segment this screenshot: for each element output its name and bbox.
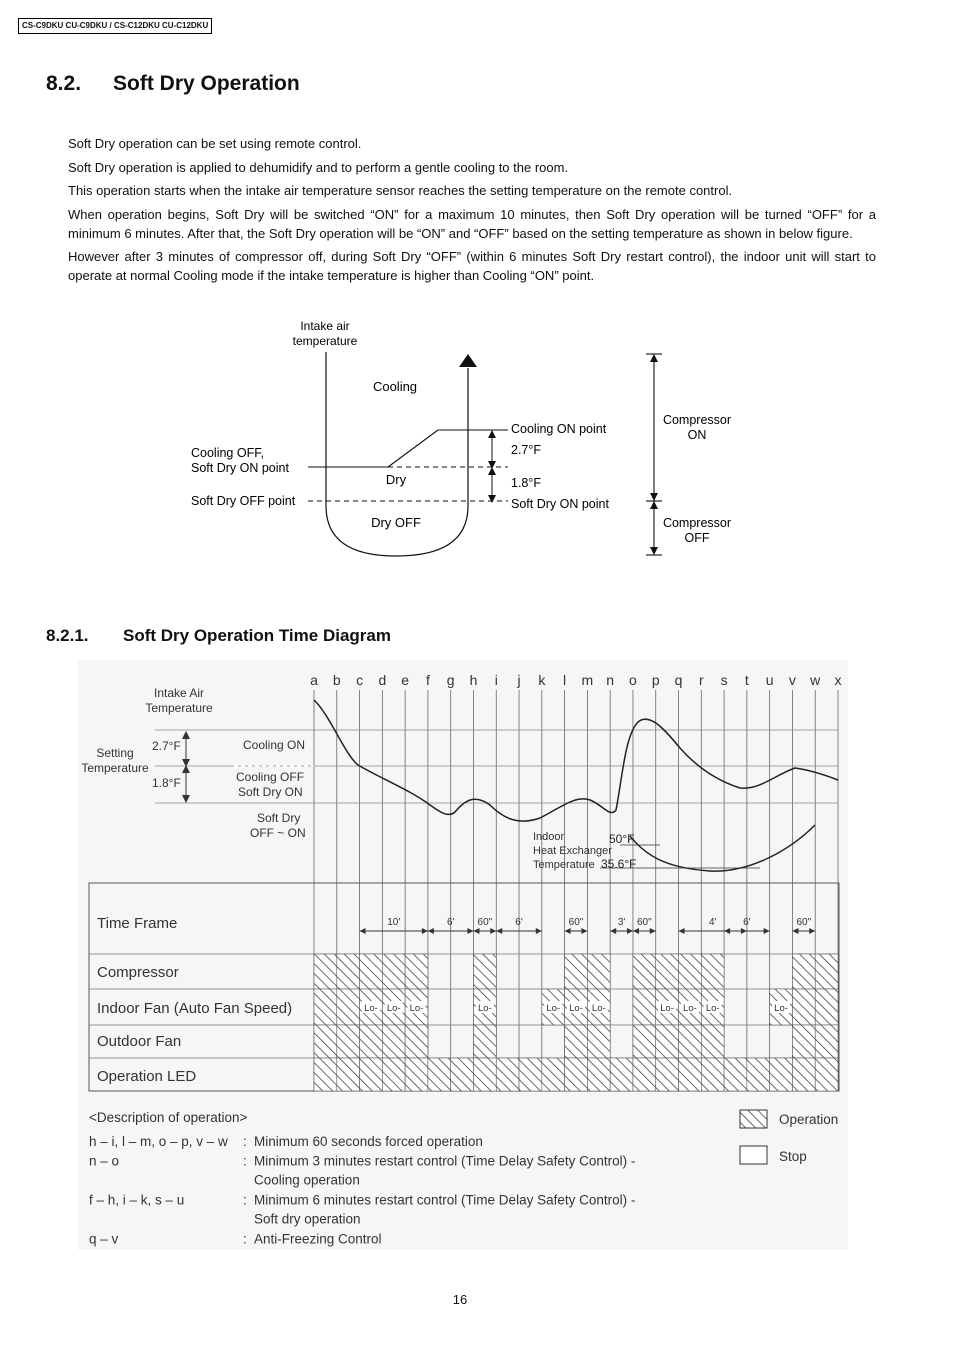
- compressor-operation-cell: [314, 954, 337, 989]
- paragraph: Soft Dry operation is applied to dehumidify and to perform a gentle cooling to the room.: [68, 159, 569, 175]
- time-point-k: k: [538, 672, 546, 688]
- compressor-off-2: OFF: [684, 531, 710, 545]
- indoor-fan-operation-cell: [314, 989, 337, 1025]
- time-point-j: j: [517, 672, 521, 688]
- description-range: h – i, l – m, o – p, v – w: [89, 1134, 228, 1149]
- lo-speed-label: Lo-: [705, 1003, 720, 1014]
- led-operation-cell: [747, 1058, 770, 1091]
- time-frame-label: 4': [708, 917, 717, 928]
- section-number: 8.2.: [46, 72, 82, 95]
- hx-lower-label: 35.6°F: [601, 857, 637, 871]
- led-operation-cell: [815, 1058, 838, 1091]
- indoor-fan-operation-cell: [792, 989, 815, 1025]
- led-operation-cell: [610, 1058, 633, 1091]
- hx-upper-label: 50°F: [609, 832, 635, 846]
- led-operation-cell: [679, 1058, 702, 1091]
- led-operation-cell: [542, 1058, 565, 1091]
- compressor-operation-cell: [382, 954, 405, 989]
- row-label-outdoor-fan: Outdoor Fan: [97, 1033, 182, 1050]
- lo-speed-label: Lo-: [591, 1003, 606, 1014]
- indoor-fan-operation-cell: [337, 989, 360, 1025]
- description-title: <Description of operation>: [89, 1110, 248, 1125]
- lo-speed-label: Lo-: [409, 1003, 424, 1014]
- led-operation-cell: [405, 1058, 428, 1091]
- lo-speed-label: Lo-: [364, 1003, 378, 1014]
- time-point-x: x: [834, 672, 842, 688]
- time-frame-label: 6': [446, 917, 455, 928]
- soft-dry-off-on-label-2: OFF ~ ON: [250, 826, 306, 840]
- time-point-n: n: [606, 672, 615, 688]
- subsection-heading: [46, 626, 391, 646]
- outdoor-fan-operation-cell: [360, 1025, 383, 1058]
- compressor-operation-cell: [405, 954, 428, 989]
- arrow-head: [488, 430, 496, 438]
- hx-label-2: Heat Exchanger: [533, 845, 612, 857]
- soft-dry-off-label: Soft Dry OFF point: [191, 494, 296, 508]
- outdoor-fan-operation-cell: [405, 1025, 428, 1058]
- subsection-number: 8.2.1.: [46, 626, 89, 645]
- row-label-operation-led: Operation LED: [97, 1068, 197, 1085]
- time-point-g: g: [446, 672, 455, 688]
- indoor-fan-operation-cell: [815, 989, 838, 1025]
- ramp-line: [388, 430, 438, 467]
- description-separator: :: [243, 1134, 247, 1149]
- model-header: CS-C9DKU CU-C9DKU / CS-C12DKU CU-C12DKU: [18, 18, 212, 34]
- time-frame-label: 6': [515, 917, 523, 928]
- arrow-head: [650, 501, 658, 509]
- time-point-c: c: [356, 672, 364, 688]
- description-range: n – o: [89, 1153, 120, 1169]
- time-point-d: d: [378, 672, 387, 688]
- led-operation-cell: [382, 1058, 405, 1091]
- cooling-on-label: Cooling ON: [243, 738, 306, 752]
- time-point-f: f: [425, 672, 430, 688]
- arrow-head: [650, 547, 658, 555]
- hx-label-1: Indoor: [533, 831, 565, 843]
- time-frame-label: 60": [477, 917, 493, 928]
- outdoor-fan-operation-cell: [792, 1025, 815, 1058]
- cooling-off-label-1: Cooling OFF,: [191, 446, 264, 460]
- description-range: q – v: [89, 1231, 119, 1247]
- led-operation-cell: [360, 1058, 383, 1091]
- lo-speed-label: Lo-: [478, 1003, 492, 1014]
- soft-dry-band-diagram: [0, 310, 954, 570]
- subsection-title: Soft Dry Operation Time Diagram: [123, 626, 391, 645]
- intake-label-2: Temperature: [145, 701, 213, 715]
- description-separator: :: [243, 1153, 247, 1169]
- lo-speed-label: Lo-: [569, 1003, 583, 1014]
- outdoor-fan-operation-cell: [679, 1025, 702, 1058]
- description-text: Minimum 3 minutes restart control (Time Delay Safety Control) -: [254, 1153, 636, 1169]
- soft-dry-on-label: Soft Dry ON: [238, 785, 303, 799]
- paragraph: However after 3 minutes of compressor off, during Soft Dry “OFF” (within 6 minutes Soft Dry restart control), the indoor unit will start to operate at normal Cooling mode if the intake temperature is higher than Cooling “ON” point.: [68, 249, 876, 283]
- time-frame-label: 3': [617, 917, 626, 928]
- time-frame-label: 60": [568, 917, 584, 928]
- compressor-operation-cell: [565, 954, 588, 989]
- compressor-operation-cell: [633, 954, 656, 989]
- description-separator: :: [243, 1192, 247, 1208]
- compressor-operation-cell: [679, 954, 702, 989]
- outdoor-fan-operation-cell: [314, 1025, 337, 1058]
- setting-label-2: Temperature: [81, 761, 149, 775]
- time-frame-label: 60": [796, 917, 812, 928]
- time-point-h: h: [469, 672, 478, 688]
- led-operation-cell: [656, 1058, 679, 1091]
- soft-dry-on-point-label: Soft Dry ON point: [511, 497, 609, 511]
- time-point-q: q: [674, 672, 683, 688]
- lo-speed-label: Lo-: [683, 1003, 697, 1014]
- row-label-indoor-fan: Indoor Fan (Auto Fan Speed): [97, 1000, 293, 1017]
- row-label-time-frame: Time Frame: [97, 915, 178, 932]
- time-point-v: v: [788, 672, 796, 688]
- description-separator: :: [243, 1231, 247, 1247]
- description-text: Soft dry operation: [254, 1211, 361, 1227]
- cooling-off-label: Cooling OFF: [236, 770, 305, 784]
- led-operation-cell: [633, 1058, 656, 1091]
- time-point-w: w: [810, 672, 821, 688]
- led-operation-cell: [428, 1058, 451, 1091]
- arrow-head: [488, 467, 496, 475]
- compressor-operation-cell: [701, 954, 724, 989]
- led-operation-cell: [792, 1058, 815, 1091]
- led-operation-cell: [496, 1058, 519, 1091]
- time-point-l: l: [563, 672, 567, 688]
- paragraph: Soft Dry operation can be set using remote control.: [68, 136, 362, 151]
- zone-cooling: Cooling: [372, 379, 418, 394]
- led-operation-cell: [724, 1058, 747, 1091]
- outdoor-fan-operation-cell: [815, 1025, 838, 1058]
- hx-label-3: Temperature: [533, 859, 595, 871]
- page-number: 16: [452, 1292, 468, 1307]
- led-operation-cell: [770, 1058, 793, 1091]
- outdoor-fan-operation-cell: [382, 1025, 405, 1058]
- legend-operation-swatch: [740, 1110, 767, 1128]
- timing-delta-lower: 1.8°F: [152, 776, 181, 790]
- led-operation-cell: [314, 1058, 337, 1091]
- led-operation-cell: [451, 1058, 474, 1091]
- arrow-head: [488, 495, 496, 503]
- outdoor-fan-operation-cell: [565, 1025, 588, 1058]
- timing-delta-upper: 2.7°F: [152, 739, 181, 753]
- description-text: Anti-Freezing Control: [254, 1231, 382, 1247]
- led-operation-cell: [587, 1058, 610, 1091]
- time-frame-label: 60": [637, 917, 652, 928]
- compressor-operation-cell: [656, 954, 679, 989]
- compressor-on-1: Compressor: [662, 413, 732, 427]
- axis-label-line1: Intake air: [300, 319, 350, 333]
- up-arrow-icon: [459, 354, 477, 367]
- time-point-s: s: [720, 672, 728, 688]
- arrow-head: [650, 493, 658, 501]
- time-frame-label: 6': [743, 917, 751, 928]
- setting-label-1: Setting: [96, 746, 134, 760]
- arrow-head: [650, 354, 658, 362]
- lo-speed-label: Lo-: [660, 1003, 674, 1014]
- lo-speed-label: Lo-: [386, 1003, 401, 1014]
- description-text: Cooling operation: [254, 1172, 360, 1188]
- time-point-t: t: [744, 672, 749, 688]
- section-heading: [46, 72, 300, 96]
- operation-led-row: [314, 1058, 838, 1091]
- lo-speed-label: Lo-: [546, 1003, 561, 1014]
- compressor-operation-cell: [473, 954, 496, 989]
- outdoor-fan-operation-cell: [337, 1025, 360, 1058]
- time-point-a: a: [310, 672, 318, 688]
- paragraph: When operation begins, Soft Dry will be switched “ON” for a maximum 10 minutes, then Soft Dry operation will be turned “OFF” for a minimum 6 minutes. After that, the Soft Dry operation will be “ON” and “OFF” based on the setting temperature as shown in below figure.: [68, 206, 876, 241]
- description-range: f – h, i – k, s – u: [89, 1192, 185, 1208]
- indoor-fan-operation-cell: [633, 989, 656, 1025]
- led-operation-cell: [519, 1058, 542, 1091]
- cooling-on-point-label: Cooling ON point: [511, 422, 607, 436]
- time-point-b: b: [332, 672, 341, 688]
- outdoor-fan-operation-cell: [587, 1025, 610, 1058]
- legend-stop-label: Stop: [779, 1149, 807, 1164]
- compressor-operation-cell: [792, 954, 815, 989]
- compressor-operation-cell: [815, 954, 838, 989]
- led-operation-cell: [701, 1058, 724, 1091]
- intake-label-1: Intake Air: [153, 686, 205, 700]
- intro-text: [68, 134, 876, 290]
- led-operation-cell: [473, 1058, 496, 1091]
- outdoor-fan-operation-cell: [701, 1025, 724, 1058]
- row-label-compressor: Compressor: [97, 964, 179, 981]
- time-point-u: u: [765, 672, 774, 688]
- time-point-e: e: [401, 672, 410, 688]
- description-text: Minimum 60 seconds forced operation: [254, 1134, 483, 1149]
- time-point-m: m: [581, 672, 594, 688]
- delta-lower-label: 1.8°F: [511, 476, 542, 490]
- outdoor-fan-operation-cell: [656, 1025, 679, 1058]
- soft-dry-off-on-label-1: Soft Dry: [257, 811, 301, 825]
- time-point-p: p: [651, 672, 660, 688]
- outdoor-fan-operation-cell: [633, 1025, 656, 1058]
- legend-stop-swatch: [740, 1146, 767, 1164]
- time-frame-label: 10': [387, 917, 401, 928]
- zone-dry-off: Dry OFF: [371, 515, 421, 530]
- lo-speed-label: Lo-: [774, 1003, 788, 1014]
- delta-upper-label: 2.7°F: [511, 443, 542, 457]
- outdoor-fan-operation-cell: [473, 1025, 496, 1058]
- led-operation-cell: [337, 1058, 360, 1091]
- compressor-off-1: Compressor: [662, 516, 732, 530]
- description-text: Minimum 6 minutes restart control (Time Delay Safety Control) -: [254, 1192, 636, 1208]
- compressor-operation-cell: [587, 954, 610, 989]
- cooling-off-label-2: Soft Dry ON point: [191, 461, 289, 475]
- zone-dry: Dry: [385, 472, 407, 487]
- paragraph: This operation starts when the intake air temperature sensor reaches the setting temperature on the remote control.: [68, 183, 733, 198]
- time-point-o: o: [629, 672, 637, 688]
- compressor-operation-cell: [360, 954, 383, 989]
- compressor-operation-cell: [337, 954, 360, 989]
- section-title: Soft Dry Operation: [113, 72, 300, 95]
- legend-operation-label: Operation: [779, 1112, 839, 1127]
- time-point-i: i: [494, 672, 498, 688]
- axis-label-line2: temperature: [292, 334, 358, 348]
- led-operation-cell: [565, 1058, 588, 1091]
- compressor-on-2: ON: [687, 428, 707, 442]
- time-point-r: r: [698, 672, 704, 688]
- time-diagram: [0, 660, 954, 1260]
